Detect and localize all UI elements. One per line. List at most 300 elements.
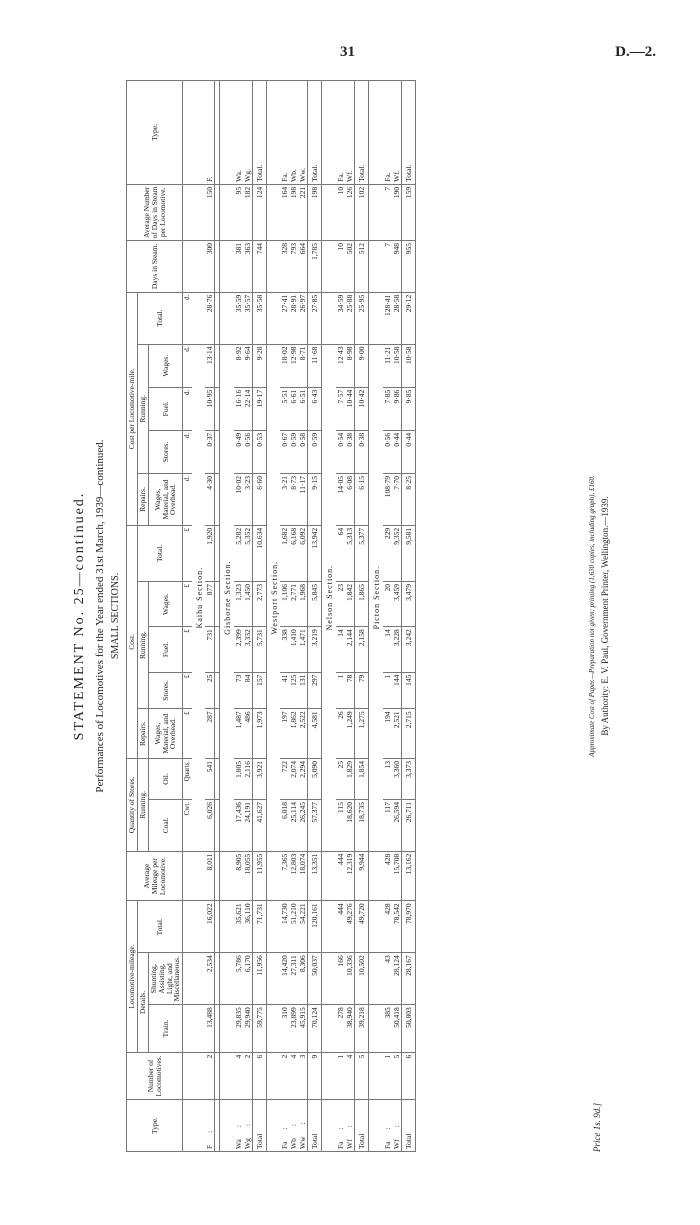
data-cell: 1,450 (243, 581, 253, 626)
data-cell: 9·86 (392, 387, 402, 430)
data-cell: 6,092 (298, 525, 308, 581)
data-cell: 26,594 (392, 799, 402, 851)
data-cell: 8,011 (205, 851, 215, 901)
spacer-cell (220, 81, 234, 185)
data-cell: 150 (205, 184, 215, 240)
data-cell: 4 (234, 1052, 243, 1100)
type-dots: : (205, 1130, 215, 1133)
total-cell: Total. (401, 81, 415, 185)
data-cell: 7 (383, 184, 392, 240)
data-cell: 1,249 (345, 709, 355, 759)
data-cell: 2 (243, 1052, 253, 1100)
data-cell: Fa. (280, 81, 289, 185)
data-cell: 0·38 (345, 430, 355, 473)
total-cell: 28,167 (401, 953, 415, 1005)
header-days-steam: Days in Steam. (127, 240, 183, 292)
data-cell: 13 (383, 758, 392, 799)
table-row (383, 81, 392, 1152)
spacer-cell (220, 184, 234, 240)
spacer-cell (322, 292, 336, 344)
data-cell: 117 (383, 799, 392, 851)
data-cell: 23 (336, 581, 345, 626)
type-code: Wb (289, 1138, 299, 1149)
spacer-cell (322, 184, 336, 240)
data-cell: 29,940 (243, 1005, 253, 1052)
data-cell: F. (205, 81, 215, 185)
header-cpm-running: Running. (137, 344, 148, 474)
data-cell: 4 (345, 1052, 355, 1100)
spacer-cell (369, 953, 383, 1005)
data-cell: Ww. (298, 81, 308, 185)
section-name: Kaihu Section. (192, 344, 206, 851)
table-row (298, 81, 308, 1152)
data-cell: 1,471 (298, 627, 308, 672)
unit-cell: £ (183, 581, 192, 626)
data-cell: 287 (205, 709, 215, 759)
data-cell: 11·21 (383, 344, 392, 387)
total-cell: 13,162 (401, 851, 415, 901)
data-cell: 28,124 (392, 953, 402, 1005)
total-cell: 3,242 (401, 627, 415, 672)
data-cell: 51,210 (289, 901, 298, 953)
data-cell: 0·59 (289, 430, 298, 473)
total-cell: 955 (401, 240, 415, 292)
type-dots: : (298, 1122, 308, 1125)
data-cell: 7·70 (392, 474, 402, 526)
data-cell: 27·41 (280, 292, 289, 344)
spacer-cell (266, 292, 280, 344)
total-cell: 11,956 (252, 953, 266, 1005)
data-cell: 541 (205, 758, 215, 799)
spacer-cell (369, 184, 383, 240)
data-cell: 25 (336, 758, 345, 799)
data-cell: 14,730 (280, 901, 289, 953)
rotated-statement (72, 80, 612, 1152)
table-body (183, 81, 415, 1152)
spacer-cell (266, 1052, 280, 1100)
data-cell: 1,323 (234, 581, 243, 626)
total-cell: 25·95 (355, 292, 369, 344)
total-row (355, 81, 369, 1152)
data-cell: 1 (383, 672, 392, 709)
data-cell: 877 (205, 581, 215, 626)
unit-cell (183, 184, 192, 240)
table-row (336, 81, 345, 1152)
data-cell: 49,276 (345, 901, 355, 953)
section-name: Gisborne Section. (220, 344, 234, 851)
data-cell: 1 (383, 1052, 392, 1100)
total-cell: 6 (401, 1052, 415, 1100)
data-cell: 8,905 (234, 851, 243, 901)
data-cell: 8·98 (345, 344, 355, 387)
total-cell: 71,731 (252, 901, 266, 953)
header-type-right: Type. (127, 81, 183, 185)
spacer-cell (220, 1052, 234, 1100)
spacer-cell (220, 851, 234, 901)
data-cell: 9,352 (392, 525, 402, 581)
data-cell: 18,055 (243, 851, 253, 901)
spacer-cell (220, 240, 234, 292)
spacer-cell (220, 901, 234, 953)
data-cell: 6,026 (205, 799, 215, 851)
data-cell: Wg. (243, 81, 253, 185)
data-cell: 164 (280, 184, 289, 240)
spacer-cell (322, 81, 336, 185)
data-cell: 10·95 (205, 387, 215, 430)
section-row (322, 81, 336, 1152)
total-cell: 10·58 (401, 344, 415, 387)
data-cell: 16,022 (205, 901, 215, 953)
unit-cell (183, 1100, 192, 1152)
data-cell: 190 (392, 184, 402, 240)
data-cell: 50,418 (392, 1005, 402, 1052)
unit-cell (183, 851, 192, 901)
data-cell: 0·56 (243, 430, 253, 473)
unit-cell: £ (183, 525, 192, 581)
type-dots: : (382, 1127, 392, 1130)
unit-cell: d. (183, 292, 192, 344)
section-row (192, 81, 206, 1152)
data-cell: 166 (336, 953, 345, 1005)
total-cell: Total. (355, 81, 369, 185)
total-cell: 0·44 (401, 430, 415, 473)
data-cell: 3·21 (280, 474, 289, 526)
data-cell: 11·17 (298, 474, 308, 526)
table-row (392, 81, 402, 1152)
total-cell: 0·53 (252, 430, 266, 473)
total-cell: 57,377 (308, 799, 322, 851)
spacer-cell (369, 1005, 383, 1052)
data-cell: 54,221 (298, 901, 308, 953)
type-dots: : (280, 1127, 290, 1130)
data-cell: 198 (289, 184, 298, 240)
total-cell: 18,735 (355, 799, 369, 851)
data-cell: 2,521 (392, 709, 402, 759)
performance-table (126, 80, 416, 1152)
spacer-cell (322, 1052, 336, 1100)
data-cell: 10,336 (345, 953, 355, 1005)
total-cell: 11·68 (308, 344, 322, 387)
spacer-cell (220, 1100, 234, 1152)
unit-cell: d. (183, 474, 192, 526)
data-cell: 3,459 (392, 581, 402, 626)
data-cell: 194 (383, 709, 392, 759)
spacer-cell (369, 240, 383, 292)
header-cpm-stores: Stores. (148, 430, 183, 473)
total-cell: 5,090 (308, 758, 322, 799)
total-cell: 124 (252, 184, 266, 240)
total-cell: 13,351 (308, 851, 322, 901)
statement-title: STATEMENT No. 25—continued. (72, 491, 87, 741)
total-cell: 29·12 (401, 292, 415, 344)
data-cell: 12·98 (289, 344, 298, 387)
data-cell: 328 (280, 240, 289, 292)
data-cell: 7 (383, 240, 392, 292)
data-cell: 43 (383, 953, 392, 1005)
data-cell: 948 (392, 240, 402, 292)
data-cell: 0·56 (383, 430, 392, 473)
unit-cell: d. (183, 344, 192, 387)
header-wages: Wages. (148, 581, 183, 626)
total-cell: 39,218 (355, 1005, 369, 1052)
total-cell: 1,854 (355, 758, 369, 799)
data-cell: 95 (234, 184, 243, 240)
data-cell: 26,245 (298, 799, 308, 851)
data-cell: 1 (336, 672, 345, 709)
data-cell: 6·51 (298, 387, 308, 430)
total-cell: 70,124 (308, 1005, 322, 1052)
header-stores: Stores. (148, 672, 183, 709)
total-cell: 10,634 (252, 525, 266, 581)
data-cell: Fa. (383, 81, 392, 185)
data-cell: 2,534 (205, 953, 215, 1005)
printer-authority: By Authority: E. V. Paul, Government Printer, Wellington.—1939. (600, 496, 610, 736)
data-cell: 338 (280, 627, 289, 672)
data-cell: 6·61 (289, 387, 298, 430)
data-cell: 2,074 (289, 758, 298, 799)
total-cell: 0·59 (308, 430, 322, 473)
data-cell: 664 (298, 240, 308, 292)
row-type (345, 1100, 355, 1152)
data-cell: 3,332 (243, 627, 253, 672)
total-cell: 5,845 (308, 581, 322, 626)
section-name: Picton Section. (369, 344, 383, 851)
data-cell: 26·97 (298, 292, 308, 344)
total-cell: 78,970 (401, 901, 415, 953)
spacer-cell (192, 1005, 206, 1052)
data-cell: 0·67 (280, 430, 289, 473)
data-cell: 1,106 (280, 581, 289, 626)
total-cell: 8·25 (401, 474, 415, 526)
spacer-cell (266, 1100, 280, 1152)
data-cell: 38,940 (345, 1005, 355, 1052)
data-cell: 182 (243, 184, 253, 240)
data-cell: 1,968 (298, 581, 308, 626)
data-cell: 41 (280, 672, 289, 709)
data-cell: 278 (336, 1005, 345, 1052)
page-number: 31 (340, 44, 355, 60)
data-cell: 0·54 (336, 430, 345, 473)
total-cell: 9·00 (355, 344, 369, 387)
total-cell: 27·85 (308, 292, 322, 344)
data-cell: 29,835 (234, 1005, 243, 1052)
header-cpm-repairs: Repairs. (137, 474, 148, 526)
data-cell: 126 (345, 184, 355, 240)
total-cell: 10,502 (355, 953, 369, 1005)
section-name: Westport Section. (266, 344, 280, 851)
data-cell: 25,114 (289, 799, 298, 851)
total-cell: 744 (252, 240, 266, 292)
total-cell: 41,627 (252, 799, 266, 851)
total-cell: 13,942 (308, 525, 322, 581)
data-cell: 16·16 (234, 387, 243, 430)
total-cell: 1,973 (252, 709, 266, 759)
data-cell: 10·44 (345, 387, 355, 430)
type-code: F (205, 1144, 215, 1149)
type-dots: : (233, 1125, 243, 1128)
data-cell: Wf. (345, 81, 355, 185)
data-cell: 5,786 (234, 953, 243, 1005)
data-cell: 1,682 (280, 525, 289, 581)
data-cell: 2,399 (234, 627, 243, 672)
row-type (280, 1100, 289, 1152)
data-cell: 6,170 (243, 953, 253, 1005)
type-code: Ww (298, 1136, 308, 1149)
total-cell: 512 (355, 240, 369, 292)
spacer-cell (322, 901, 336, 953)
spacer-cell (192, 184, 206, 240)
data-cell: 28·91 (289, 292, 298, 344)
data-cell: 131 (298, 672, 308, 709)
data-cell: 0·58 (298, 430, 308, 473)
data-cell: 2 (280, 1052, 289, 1100)
total-label: Total (401, 1100, 415, 1152)
header-type: Type. (127, 1100, 183, 1152)
header-cost-total: Total. (137, 525, 182, 581)
total-cell: 6 (252, 1052, 266, 1100)
header-cpm-wages-material: Wages, Material, and Overhead. (148, 474, 183, 526)
unit-cell: £ (183, 709, 192, 759)
section-row (220, 81, 234, 1152)
data-cell: 12·43 (336, 344, 345, 387)
row-type (392, 1100, 402, 1152)
total-cell: 120,161 (308, 901, 322, 953)
data-cell: 1,842 (345, 581, 355, 626)
type-code: Wg (242, 1138, 252, 1149)
data-cell: 13,488 (205, 1005, 215, 1052)
data-cell: 14,420 (280, 953, 289, 1005)
data-cell: 23,899 (289, 1005, 298, 1052)
units-row (183, 81, 192, 1152)
data-cell: 1,805 (234, 758, 243, 799)
total-row (401, 81, 415, 1152)
spacer-cell (369, 1100, 383, 1152)
total-cell: 6·43 (308, 387, 322, 430)
data-cell: Fa. (336, 81, 345, 185)
data-cell: 14·05 (336, 474, 345, 526)
data-cell: 14 (336, 627, 345, 672)
data-cell: 28·76 (205, 292, 215, 344)
data-cell: 144 (392, 672, 402, 709)
data-cell: 17,436 (234, 799, 243, 851)
row-type (234, 1100, 243, 1152)
data-cell: 2 (205, 1052, 215, 1100)
data-cell: 45,915 (298, 1005, 308, 1052)
header-avg-days: Average Number of Days in Steam per Locomotive. (127, 184, 183, 240)
table-row (243, 81, 253, 1152)
type-code: Wf (391, 1139, 401, 1149)
total-cell: 9·15 (308, 474, 322, 526)
total-cell: 35·58 (252, 292, 266, 344)
spacer-cell (266, 851, 280, 901)
header-wages-material: Wages, Material, and Overhead. (148, 709, 183, 759)
spacer-cell (369, 901, 383, 953)
data-cell: 18·02 (280, 344, 289, 387)
total-cell: 102 (355, 184, 369, 240)
data-cell: 35,621 (234, 901, 243, 953)
unit-cell: £ (183, 672, 192, 709)
data-cell: 3,360 (392, 758, 402, 799)
data-cell: 12,803 (289, 851, 298, 901)
document-reference: D.—2. (615, 44, 656, 60)
spacer-cell (192, 240, 206, 292)
row-type (289, 1100, 298, 1152)
header-cpm-fuel: Fuel. (148, 387, 183, 430)
total-cell: 3,921 (252, 758, 266, 799)
row-type (243, 1100, 253, 1152)
paper-cost-note: Approximate Cost of Paper.—Preparation not given; printing (1,630 copies, including graph), £160. (588, 475, 596, 757)
data-cell: 793 (289, 240, 298, 292)
data-cell: 8·92 (234, 344, 243, 387)
spacer-cell (369, 1052, 383, 1100)
total-cell: 5 (355, 1052, 369, 1100)
total-cell: 50,803 (401, 1005, 415, 1052)
unit-cell: Quarts. (183, 758, 192, 799)
type-dots: : (336, 1127, 346, 1130)
data-cell: 381 (234, 240, 243, 292)
data-cell: 428 (383, 851, 392, 901)
data-cell: 2,522 (298, 709, 308, 759)
data-cell: 2,116 (243, 758, 253, 799)
total-cell: 9,944 (355, 851, 369, 901)
unit-cell (183, 901, 192, 953)
data-cell: 20 (383, 581, 392, 626)
table-row (280, 81, 289, 1152)
row-type (298, 1100, 308, 1152)
table-row (234, 81, 243, 1152)
unit-cell: d. (183, 387, 192, 430)
total-cell: 297 (308, 672, 322, 709)
header-cost-per-mile: Cost per Locomotive-mile. (127, 292, 138, 525)
spacer-cell (192, 81, 206, 185)
total-cell: 9·85 (401, 387, 415, 430)
header-shunting: Shunting, Assisting, Light, and Miscellaneous. (148, 953, 183, 1005)
table-row (289, 81, 298, 1152)
data-cell: Wf. (392, 81, 402, 185)
header-mileage-total: Total. (137, 901, 182, 953)
statement-subtitle: Performances of Locomotives for the Year ended 31st March, 1939—continued. (94, 439, 106, 793)
data-cell: 15,708 (392, 851, 402, 901)
data-cell: 8·73 (289, 474, 298, 526)
data-cell: 300 (205, 240, 215, 292)
data-cell: 5·51 (280, 387, 289, 430)
total-cell: 9 (308, 1052, 322, 1100)
data-cell: Wa. (234, 81, 243, 185)
spacer-cell (266, 184, 280, 240)
data-cell: 6,018 (280, 799, 289, 851)
header-cost: Cost. (127, 525, 138, 758)
spacer-cell (192, 953, 206, 1005)
data-cell: 1,829 (345, 758, 355, 799)
spacer-cell (322, 851, 336, 901)
total-cell: 6·15 (355, 474, 369, 526)
type-code: Wf (345, 1139, 355, 1149)
data-cell: 10·58 (392, 344, 402, 387)
data-cell: 10 (336, 240, 345, 292)
spacer-cell (322, 1100, 336, 1152)
data-cell: 7·85 (383, 387, 392, 430)
header-cost-running: Running. (137, 581, 148, 708)
data-cell: 34·59 (336, 292, 345, 344)
total-row (308, 81, 322, 1152)
unit-cell: £ (183, 627, 192, 672)
table-row (345, 81, 355, 1152)
data-cell: 1,920 (205, 525, 215, 581)
data-cell: 24,191 (243, 799, 253, 851)
total-cell: 1,785 (308, 240, 322, 292)
data-cell: 22·14 (243, 387, 253, 430)
unit-cell (183, 1005, 192, 1052)
